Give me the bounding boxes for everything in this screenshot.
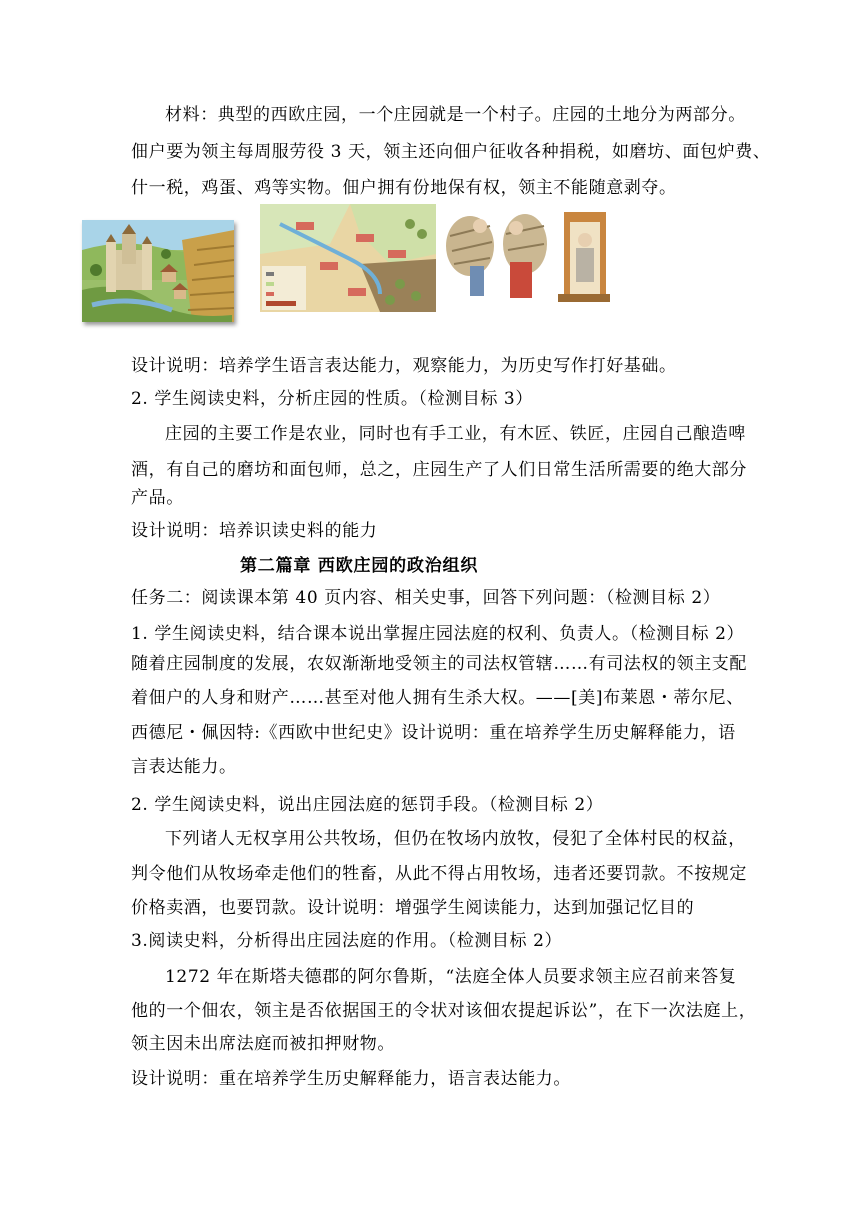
q1-title: 1. 学生阅读史料，结合课本说出掌握庄园法庭的权利、负责人。（检测目标 2） bbox=[131, 624, 745, 644]
material-paragraph-line-2: 佃户要为领主每周服劳役 3 天，领主还向佃户征收各种捐税，如磨坊、面包炉费、 bbox=[131, 142, 771, 162]
design-note-1: 设计说明：培养学生语言表达能力，观察能力，为历史写作打好基础。 bbox=[131, 356, 677, 376]
q1-text-line-3: 西德尼・佩因特:《西欧中世纪史》设计说明：重在培养学生历史解释能力，语 bbox=[131, 723, 736, 743]
q2-text-line-1: 下列诸人无权享用公共牧场，但仍在牧场内放牧，侵犯了全体村民的权益， bbox=[165, 829, 746, 849]
q2-title: 2. 学生阅读史料，说出庄园法庭的惩罚手段。（检测目标 2） bbox=[131, 795, 604, 815]
design-note-2: 设计说明：培养识读史料的能力 bbox=[131, 521, 378, 541]
q1-text-line-2: 着佃户的人身和财产……甚至对他人拥有生杀大权。——[美]布莱恩・蒂尔尼、 bbox=[131, 688, 744, 708]
material-paragraph-line-1: 材料：典型的西欧庄园，一个庄园就是一个村子。庄园的土地分为两部分。 bbox=[165, 105, 746, 125]
manor-work-line-3: 产品。 bbox=[131, 488, 184, 508]
q2-text-line-3: 价格卖酒，也要罚款。设计说明：增强学生阅读能力，达到加强记忆目的 bbox=[131, 898, 695, 918]
item-2-title: 2. 学生阅读史料，分析庄园的性质。（检测目标 3） bbox=[131, 389, 533, 409]
castle-manor-picture bbox=[82, 220, 234, 322]
q3-text-line-1: 1272 年在斯塔夫德郡的阿尔鲁斯，“法庭全体人员要求领主应召前来答复 bbox=[165, 967, 737, 987]
q1-text-line-1: 随着庄园制度的发展，农奴渐渐地受领主的司法权管辖……有司法权的领主支配 bbox=[131, 654, 747, 674]
material-paragraph-line-3: 什一税，鸡蛋、鸡等实物。佃户拥有份地保有权，领主不能随意剥夺。 bbox=[131, 178, 677, 198]
q3-text-line-2: 他的一个佃农，领主是否依据国王的令状对该佃农提起诉讼”，在下一次法庭上， bbox=[131, 1001, 757, 1021]
manor-work-line-2: 酒，有自己的磨坊和面包师，总之，庄园生产了人们日常生活所需要的绝大部分 bbox=[131, 460, 747, 480]
manor-map-picture bbox=[260, 204, 436, 312]
task-2: 任务二：阅读课本第 40 页内容、相关史事，回答下列问题：（检测目标 2） bbox=[131, 588, 721, 608]
manor-work-line-1: 庄园的主要工作是农业，同时也有手工业，有木匠、铁匠，庄园自己酿造啤 bbox=[165, 424, 746, 444]
q2-text-line-2: 判令他们从牧场牵走他们的牲畜，从此不得占用牧场，违者还要罚款。不按规定 bbox=[131, 864, 747, 884]
q1-text-line-4: 言表达能力。 bbox=[131, 757, 237, 777]
q3-title: 3.阅读史料，分析得出庄园法庭的作用。（检测目标 2） bbox=[131, 931, 563, 951]
design-note-3: 设计说明：重在培养学生历史解释能力，语言表达能力。 bbox=[131, 1069, 571, 1089]
chapter-heading: 第二篇章 西欧庄园的政治组织 bbox=[240, 556, 479, 576]
medieval-peasants-picture bbox=[440, 206, 610, 306]
q3-text-line-3: 领主因未出席法庭而被扣押财物。 bbox=[131, 1034, 395, 1054]
